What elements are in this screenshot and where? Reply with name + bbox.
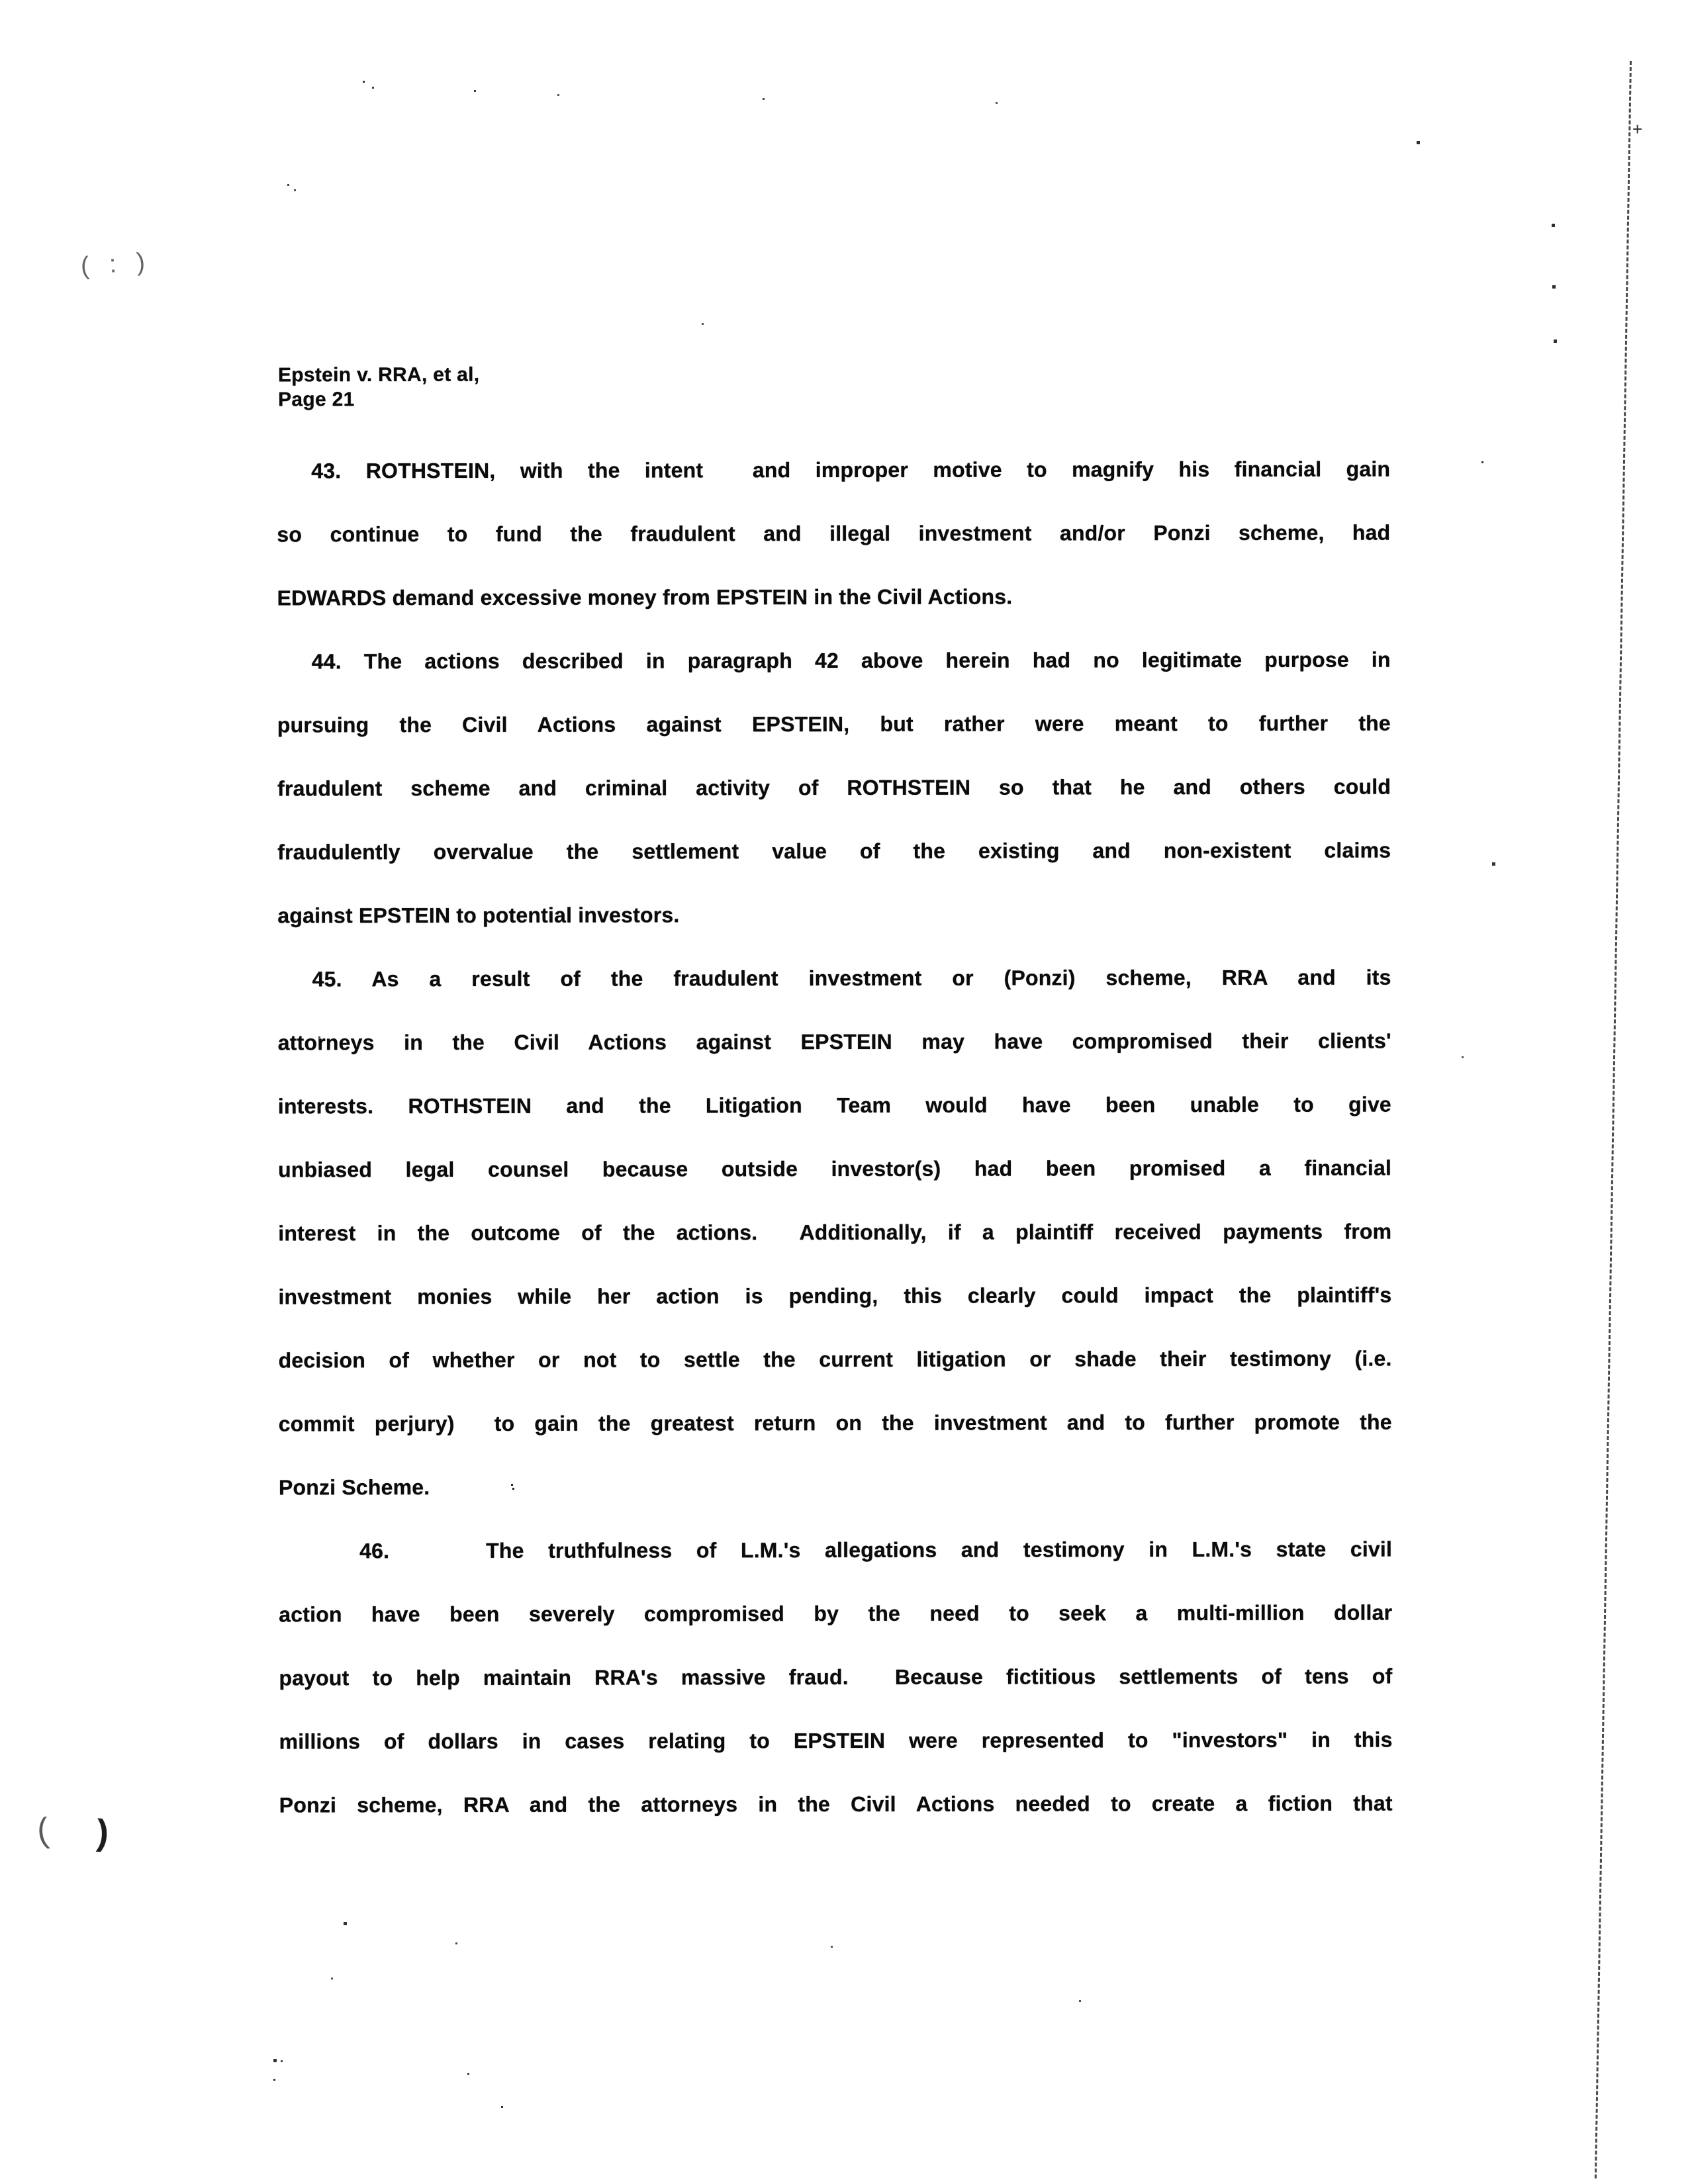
paragraph-46 (279, 1518, 1393, 1837)
paragraph-line: so continue to fund the fraudulent and illegal investment and/or Ponzi scheme, had (277, 520, 1391, 547)
paragraph-43 (277, 437, 1391, 630)
paragraph-line: EDWARDS demand excessive money from EPSTEIN in the Civil Actions. (277, 584, 1013, 610)
paragraph-line: 45. As a result of the fraudulent investment or (Ponzi) scheme, RRA and its (312, 965, 1391, 991)
paragraph-line: unbiased legal counsel because outside investor(s) had been promised a financial (278, 1156, 1392, 1182)
document-header (278, 363, 480, 412)
paragraph-line: millions of dollars in cases relating to EPSTEIN were represented to "investors" in this (279, 1727, 1393, 1754)
handwritten-paren-close-mark: ) (95, 1812, 110, 1853)
paragraph-45 (277, 946, 1392, 1520)
scan-dashed-line-artifact (1595, 61, 1632, 2179)
document-body (277, 437, 1393, 1837)
paragraph-line: interests. ROTHSTEIN and the Litigation Team would have been unable to give (277, 1092, 1391, 1118)
paragraph-line: attorneys in the Civil Actions against EPSTEIN may have compromised their clients' (277, 1028, 1391, 1055)
paragraph-line: interest in the outcome of the actions. Additionally, if a plaintiff received payments from (278, 1219, 1392, 1246)
paragraph-line: commit perjury) to gain the greatest return on the investment and to further promote the (278, 1410, 1392, 1436)
scan-artifact-specks (0, 0, 2, 2)
paragraph-line: Ponzi scheme, RRA and the attorneys in the Civil Actions needed to create a fiction that (279, 1791, 1393, 1817)
paragraph-line: Ponzi Scheme. (278, 1475, 430, 1500)
page-number: Page 21 (278, 388, 355, 411)
case-caption: Epstein v. RRA, et al, (277, 363, 480, 387)
paragraph-line: action have been severely compromised by the need to seek a multi-million dollar (279, 1600, 1393, 1627)
scan-plus-mark: + (1632, 119, 1643, 139)
paragraph-line: investment monies while her action is pending, this clearly could impact the plaintiff's (278, 1283, 1392, 1309)
paragraph-line: 43. ROTHSTEIN, with the intent and improper motive to magnify his financial gain (311, 457, 1391, 483)
paragraph-line: payout to help maintain RRA's massive fraud. Because fictitious settlements of tens of (279, 1664, 1393, 1690)
paragraph-line: decision of whether or not to settle the current litigation or shade their testimony (i.e. (278, 1346, 1392, 1373)
paragraph-line: 44. The actions described in paragraph 42 above herein had no legitimate purpose in (311, 647, 1391, 674)
paragraph-line: fraudulently overvalue the settlement value of the existing and non-existent claims (277, 838, 1391, 864)
handwritten-paren-open-mark: ( (35, 1811, 51, 1850)
handwritten-margin-mark-top-left: ( : ) (79, 248, 153, 281)
paragraph-44 (277, 628, 1391, 948)
paragraph-line: pursuing the Civil Actions against EPSTEIN, but rather were meant to further the (277, 711, 1391, 737)
paragraph-line: 46. The truthfulness of L.M.'s allegations and testimony in L.M.'s state civil (359, 1537, 1393, 1563)
paragraph-line: against EPSTEIN to potential investors. (277, 903, 680, 928)
paragraph-line: fraudulent scheme and criminal activity of ROTHSTEIN so that he and others could (277, 774, 1391, 801)
